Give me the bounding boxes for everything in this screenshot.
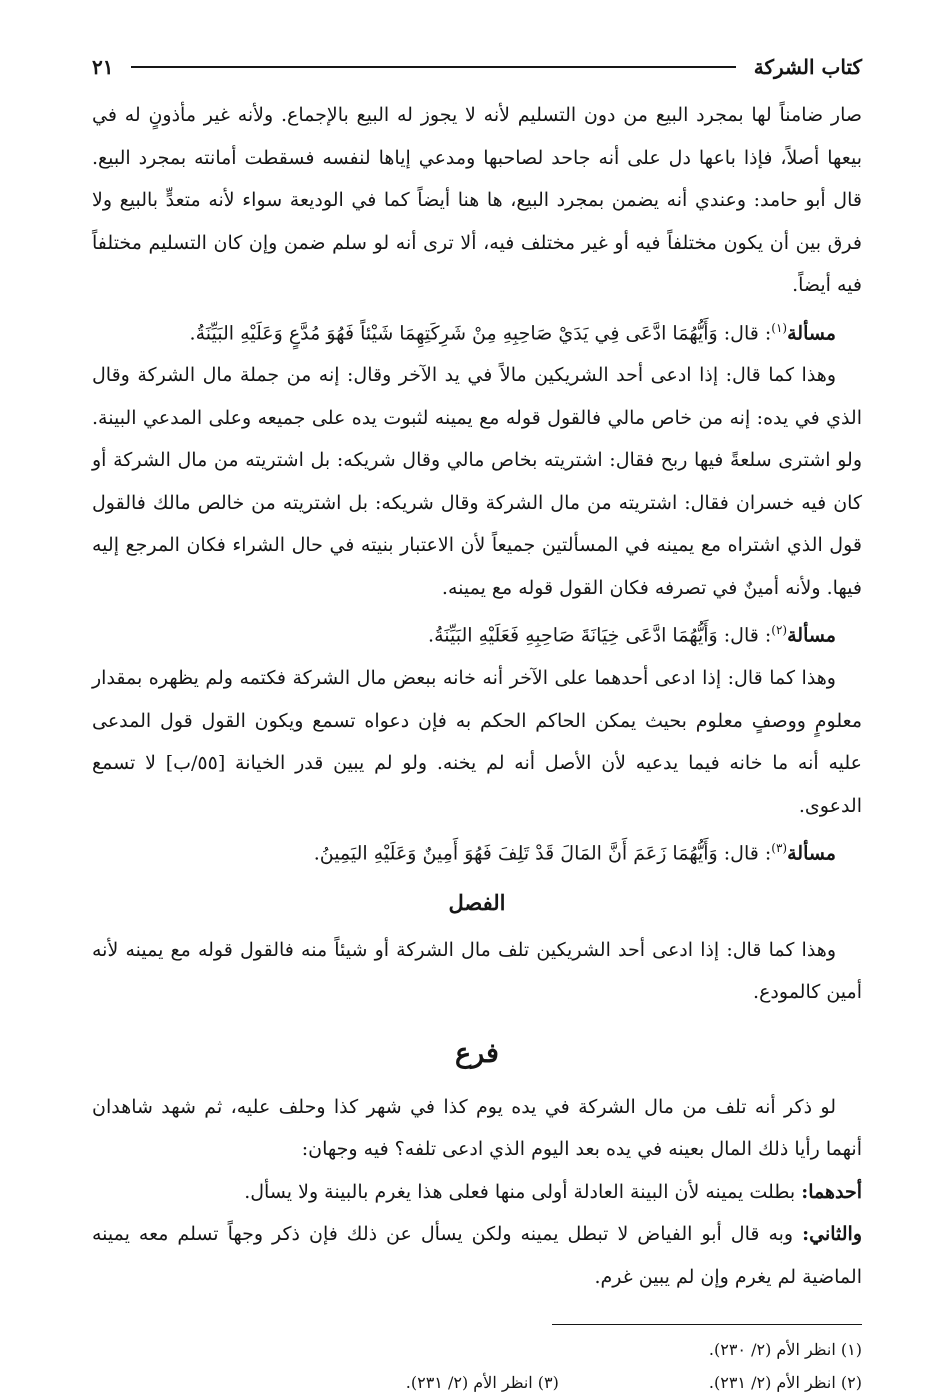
masala-1: [92, 307, 862, 355]
paragraph-1: صار ضامناً لها بمجرد البيع من دون التسليم لأنه لا يجوز له البيع بالإجماع. ولأنه غير مأذونٍ له في بيعها أصلاً، فإذا باعها دل على أنه جاحد لصاحبها ومدعي إياها لنفسه فسقطت أمانته بمجرد البيع. قال أبو حامد: وعندي أنه يضمن بمجرد البيع، ها هنا أيضاً كما في الوديعة سواء لأنه متعدٍّ بالبيع ولا فرق بين أن يكون مختلفاً فيه أو غير مختلف فيه، ألا ترى أنه لو سلم ضمن وإن كان التسليم مختلفاً فيه أيضاً.: [92, 104, 862, 296]
running-header: [92, 44, 862, 90]
second-opinion-lead: والثاني:: [802, 1223, 862, 1246]
footnote-ref-2: (٢): [771, 623, 788, 638]
paragraph-6: [92, 1171, 862, 1214]
paragraph-5: لو ذكر أنه تلف من مال الشركة في يده يوم كذا في شهر كذا وحلف عليه، ثم شهد شاهدان أنهما رأيا ذلك المال بعينه في يده بعد اليوم الذي ادعى تلفه؟ فيه وجهان:: [92, 1095, 862, 1161]
footnote-row: [92, 1366, 862, 1399]
footnote-ref-3: (٣): [771, 841, 788, 856]
paragraph-7: [92, 1213, 862, 1298]
footnote-2: (٢) انظر الأم (٢/ ٢٣١).: [708, 1373, 862, 1393]
book-title: كتاب الشركة: [753, 55, 862, 79]
book-page: [92, 44, 862, 1393]
first-opinion-lead: أحدهما:: [801, 1180, 862, 1203]
masala-text: : قال: وَأَيُّهُمَا ادَّعَى خِيَانَةَ صَاحِبِهِ فَعَلَيْهِ البَيِّنَةُ.: [428, 624, 772, 647]
masala-label: مسألة: [787, 624, 836, 647]
masala-text: : قال: وَأَيُّهُمَا ادَّعَى فِي يَدَيْ صَاحِبِهِ مِنْ شَرِكَتِهِمَا شَيْئاً فَهُوَ مُدَّعٍ وَعَلَيْهِ البَيِّنَةُ.: [189, 321, 772, 344]
footnote-1: (١) انظر الأم (٢/ ٢٣٠).: [708, 1340, 862, 1360]
footnote-row: [92, 1333, 862, 1366]
page-number: ٢١: [92, 55, 114, 79]
masala-label: مسألة: [787, 842, 836, 865]
paragraph-4: وهذا كما قال: إذا ادعى أحد الشريكين تلف مال الشركة أو شيئاً منه فالقول قوله مع يمينه لأنه أمين كالمودع.: [92, 938, 862, 1004]
section-heading: الفصل: [448, 889, 506, 915]
footnotes: [92, 1333, 862, 1399]
second-opinion-text: وبه قال أبو الفياض لا تبطل يمينه ولكن يسأل عن ذلك فإن ذكر وجهاً تسلم معه يمينه الماضية لم يغرم وإن لم يبين غرم.: [92, 1223, 862, 1288]
branch-heading: فرع: [455, 1037, 499, 1069]
header-rule: [131, 66, 735, 68]
masala-2: [92, 609, 862, 657]
masala-3: [92, 827, 862, 875]
footnote-ref-1: (١): [771, 320, 788, 335]
footnote-divider: [552, 1324, 862, 1325]
paragraph-3: وهذا كما قال: إذا ادعى أحدهما على الآخر أنه خانه ببعض مال الشركة فكتمه ولم يظهره بمقدار معلومٍ ووصفٍ معلوم بحيث يمكن الحاكم الحكم به فإن دعواه تسمع ويكون القول قول المدعى عليه أنه ما خانه فيما يدعيه لأن الأصل أنه لم يخنه. ولو لم يبين قدر الخيانة [٥٥/ب] لا تسمع الدعوى.: [92, 667, 862, 817]
first-opinion-text: بطلت يمينه لأن البينة العادلة أولى منها فعلى هذا يغرم بالبينة ولا يسأل.: [244, 1180, 802, 1203]
paragraph-2: وهذا كما قال: إذا ادعى أحد الشريكين مالاً في يد الآخر وقال: إنه من جملة مال الشركة وقال الذي في يده: إنه من خاص مالي فالقول قوله مع يمينه لثبوت يده على جميعه وعلى المدعي البينة. ولو اشترى سلعةً فيها ربح فقال: اشتريته بخاص مالي وقال شريكه: بل اشتريته من مال الشركة أو كان فيه خسران فقال: اشتريته من مال الشركة وقال شريكه: بل اشتريته من خالص مالك فالقول قول الذي اشتراه مع يمينه في المسألتين جميعاً لأن الاعتبار بنيته في حال الشراء فكان المرجع إليه فيها. ولأنه أمينٌ في تصرفه فكان القول قوله مع يمينه.: [92, 364, 862, 599]
masala-label: مسألة: [787, 321, 836, 344]
main-text: [92, 94, 862, 1298]
footnote-3: (٣) انظر الأم (٢/ ٢٣١).: [405, 1373, 559, 1393]
masala-text: : قال: وَأَيُّهُمَا زَعَمَ أَنَّ المَالَ قَدْ تَلِفَ فَهُوَ أَمِينٌ وَعَلَيْهِ اليَمِينُ.: [313, 842, 772, 865]
